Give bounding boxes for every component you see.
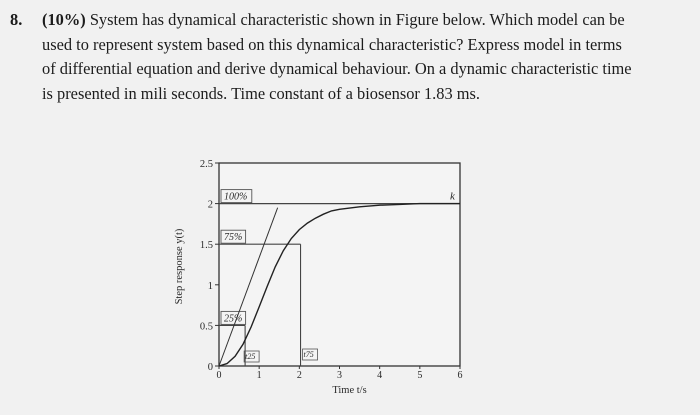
final-value-label: k	[449, 190, 455, 203]
y-tick-label-2.5: 2.5	[199, 159, 213, 170]
y-tick-label-1: 1	[207, 280, 213, 292]
plot-frame	[219, 163, 460, 366]
x-tick-label-5: 5	[417, 370, 423, 381]
marker-label-t75: t75	[303, 350, 314, 359]
x-tick-label-6: 6	[457, 370, 463, 381]
x-tick-label-0: 0	[216, 370, 222, 381]
x-axis-label: Time t/s	[332, 385, 367, 396]
question-line-3: of differential equation and derive dynamical behaviour. On a dynamic characteristic time	[42, 59, 632, 79]
y-tick-label-0: 0	[207, 362, 213, 373]
marker-label-t25: t25	[245, 352, 256, 361]
x-tick-label-4: 4	[377, 370, 383, 381]
x-tick-label-2: 2	[296, 370, 302, 381]
question-weight: (10%)	[42, 10, 86, 29]
y-tick-label-1.5: 1.5	[199, 240, 213, 252]
y-axis-label: Step response y(t)	[174, 228, 185, 305]
ref-label-75%: 75%	[224, 232, 243, 244]
x-tick-label-1: 1	[256, 370, 262, 381]
y-tick-label-2: 2	[207, 199, 213, 211]
question-line-1-text: System has dynamical characteristic shown in Figure below. Which model can be	[89, 10, 625, 29]
ref-label-100%: 100%	[224, 191, 248, 203]
question-number: 8.	[10, 10, 23, 29]
ref-label-25%: 25%	[224, 313, 243, 325]
y-tick-label-0.5: 0.5	[199, 321, 213, 333]
question-line-4: is presented in mili seconds. Time constant of a biosensor 1.83 ms.	[42, 83, 480, 103]
question-line-2: used to represent system based on this dynamical characteristic? Express model in terms	[42, 34, 622, 54]
x-tick-label-3: 3	[337, 370, 342, 381]
